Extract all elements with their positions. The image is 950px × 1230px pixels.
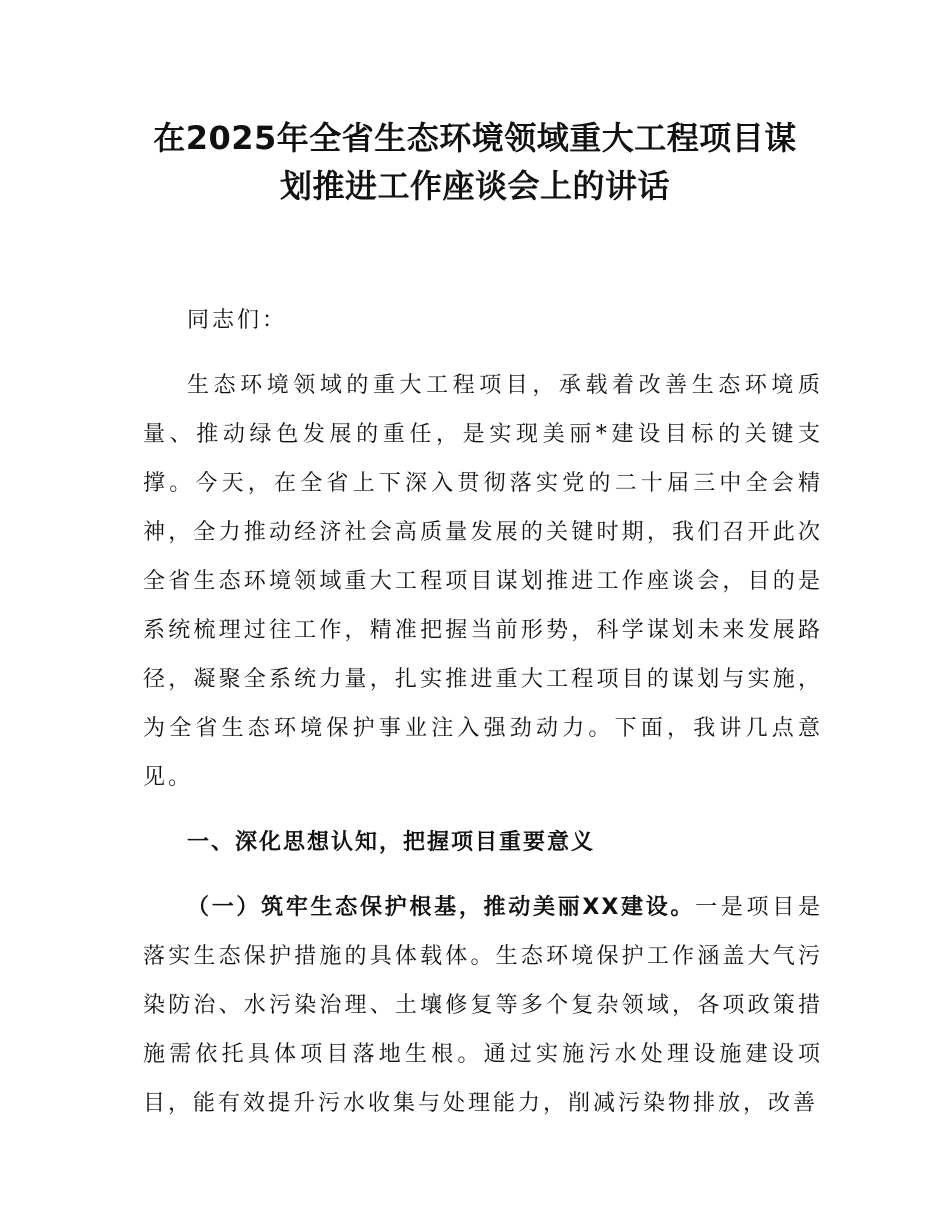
subsection-1-heading: （一）筑牢生态保护根基，推动美丽XX建设。 <box>187 895 696 920</box>
title-line-1: 在2025年全省生态环境领域重大工程项目谋 <box>153 119 797 157</box>
document-body <box>143 296 823 1144</box>
intro-paragraph: 生态环境领域的重大工程项目，承载着改善生态环境质量、推动绿色发展的重任，是实现美丽*建设目标的关键支撑。今天，在全省上下深入贯彻落实党的二十届三中全会精神，全力推动经济社会高质量发展的关键时期，我们召开此次全省生态环境领域重大工程项目谋划推进工作座谈会，目的是系统梳理过往工作，精准把握当前形势，科学谋划未来发展路径，凝聚全系统力量，扎实推进重大工程项目的谋划与实施，为全省生态环境保护事业注入强劲动力。下面，我讲几点意见。 <box>143 373 823 790</box>
title-line-2: 划推进工作座谈会上的讲话 <box>279 167 670 205</box>
subsection-1-text: 一是项目是落实生态保护措施的具体载体。生态环境保护工作涵盖大气污染防治、水污染治理、土壤修复等多个复杂领域，各项政策措施需依托具体项目落地生根。通过实施污水处理设施建设项目，能有效提升污水收集与处理能力，削减污染物排放，改善 <box>143 895 823 1116</box>
subsection-1-paragraph <box>143 883 823 1128</box>
section-1-heading: 一、深化思想认知，把握项目重要意义 <box>187 830 596 855</box>
greeting: 同志们： <box>187 308 288 333</box>
document-title <box>120 114 830 210</box>
